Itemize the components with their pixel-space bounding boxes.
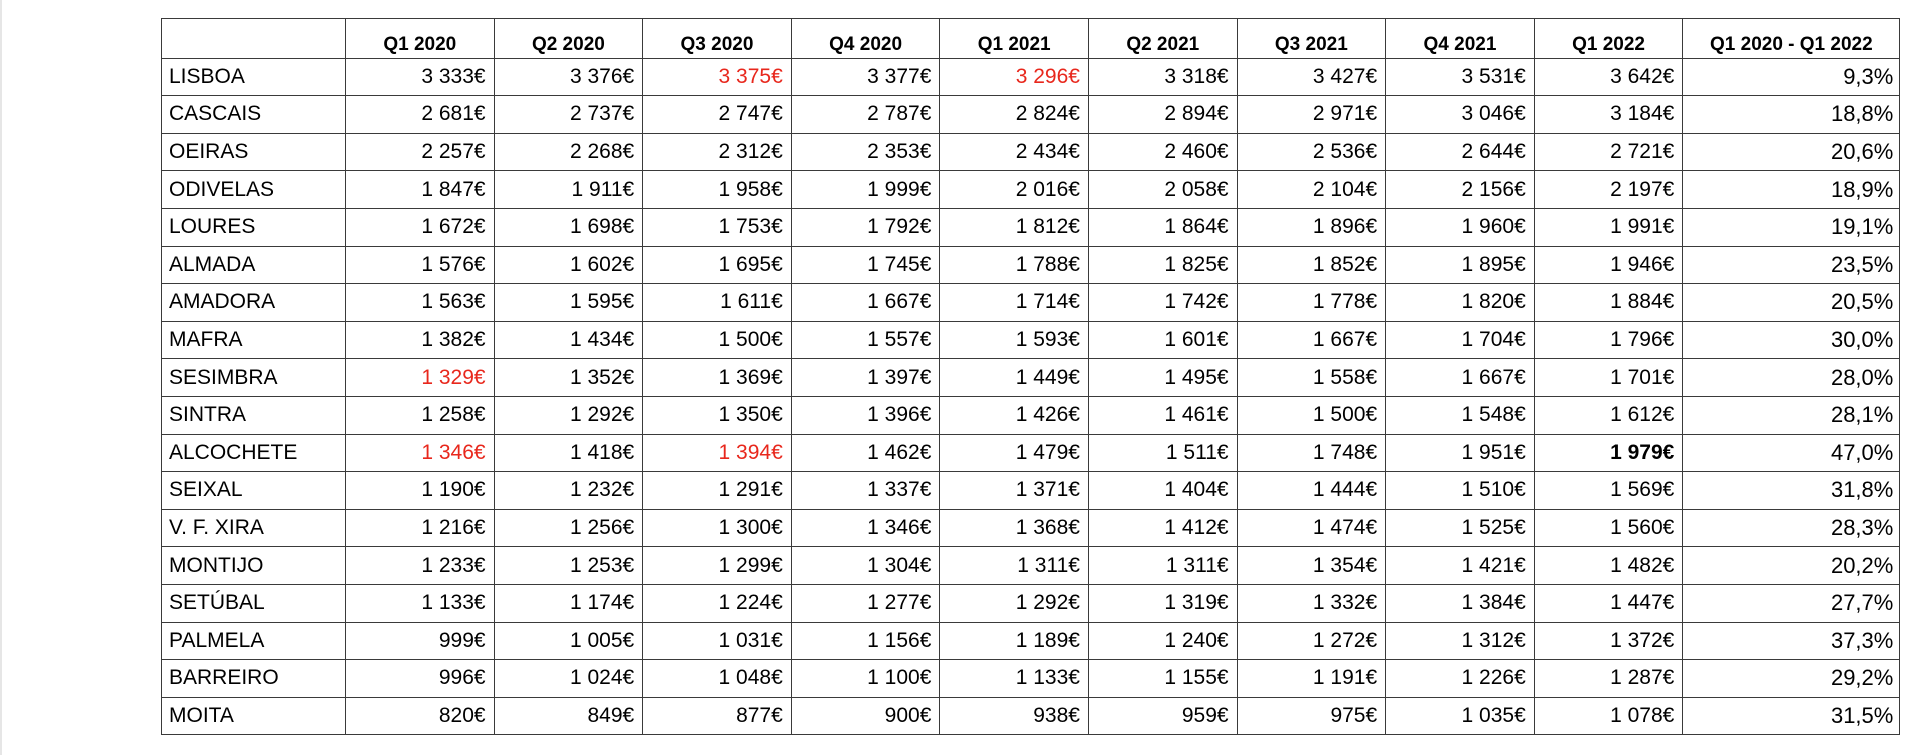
price-cell: 2 197€ (1534, 171, 1683, 209)
price-cell: 1 191€ (1237, 660, 1386, 698)
price-cell: 1 461€ (1088, 396, 1237, 434)
table-row (162, 246, 1900, 284)
change-percent-cell: 28,0% (1683, 359, 1900, 397)
column-header: Q1 2021 (940, 19, 1089, 59)
price-cell: 2 353€ (791, 133, 940, 171)
price-cell: 1 412€ (1088, 509, 1237, 547)
price-cell: 3 376€ (494, 58, 643, 96)
price-cell: 2 971€ (1237, 96, 1386, 134)
price-cell: 1 035€ (1386, 697, 1535, 735)
price-cell: 1 847€ (346, 171, 495, 209)
table-row (162, 359, 1900, 397)
price-cell: 1 474€ (1237, 509, 1386, 547)
price-cell: 1 576€ (346, 246, 495, 284)
price-cell: 1 382€ (346, 321, 495, 359)
price-cell: 1 510€ (1386, 472, 1535, 510)
table-row (162, 284, 1900, 322)
price-cell: 1 272€ (1237, 622, 1386, 660)
price-cell: 1 354€ (1237, 547, 1386, 585)
price-cell: 1 601€ (1088, 321, 1237, 359)
table-row (162, 660, 1900, 698)
price-cell: 1 396€ (791, 396, 940, 434)
price-cell: 3 427€ (1237, 58, 1386, 96)
price-cell: 1 189€ (940, 622, 1089, 660)
price-cell: 1 253€ (494, 547, 643, 585)
price-cell: 1 372€ (1534, 622, 1683, 660)
column-header: Q1 2020 (346, 19, 495, 59)
column-header: Q4 2021 (1386, 19, 1535, 59)
municipality-name: ODIVELAS (162, 171, 346, 209)
price-cell: 1 216€ (346, 509, 495, 547)
price-cell: 1 951€ (1386, 434, 1535, 472)
price-cell: 1 667€ (791, 284, 940, 322)
price-cell: 1 511€ (1088, 434, 1237, 472)
price-cell: 1 418€ (494, 434, 643, 472)
price-cell: 1 404€ (1088, 472, 1237, 510)
price-cell: 959€ (1088, 697, 1237, 735)
change-percent-cell: 28,3% (1683, 509, 1900, 547)
price-cell: 1 005€ (494, 622, 643, 660)
municipality-name: SESIMBRA (162, 359, 346, 397)
price-cell: 1 287€ (1534, 660, 1683, 698)
price-cell: 2 434€ (940, 133, 1089, 171)
municipality-name: CASCAIS (162, 96, 346, 134)
table-row (162, 171, 1900, 209)
price-cell: 1 563€ (346, 284, 495, 322)
price-cell: 1 742€ (1088, 284, 1237, 322)
price-cell: 1 884€ (1534, 284, 1683, 322)
price-cell: 1 226€ (1386, 660, 1535, 698)
price-cell: 1 371€ (940, 472, 1089, 510)
price-cell: 1 426€ (940, 396, 1089, 434)
municipality-name: OEIRAS (162, 133, 346, 171)
price-cell: 1 864€ (1088, 208, 1237, 246)
price-cell: 1 368€ (940, 509, 1089, 547)
change-percent-cell: 31,5% (1683, 697, 1900, 735)
price-cell: 1 548€ (1386, 396, 1535, 434)
page-edge (0, 0, 2, 755)
price-cell: 1 495€ (1088, 359, 1237, 397)
price-cell: 1 449€ (940, 359, 1089, 397)
price-cell: 1 352€ (494, 359, 643, 397)
price-cell: 1 667€ (1237, 321, 1386, 359)
price-cell: 1 329€ (346, 359, 495, 397)
price-cell: 1 256€ (494, 509, 643, 547)
price-cell: 1 895€ (1386, 246, 1535, 284)
price-cell: 1 292€ (494, 396, 643, 434)
price-cell: 1 233€ (346, 547, 495, 585)
table-row (162, 96, 1900, 134)
change-percent-cell: 18,8% (1683, 96, 1900, 134)
municipality-name: ALCOCHETE (162, 434, 346, 472)
price-cell: 1 698€ (494, 208, 643, 246)
price-cell: 1 595€ (494, 284, 643, 322)
price-cell: 3 318€ (1088, 58, 1237, 96)
municipality-name: LOURES (162, 208, 346, 246)
price-cell: 2 312€ (643, 133, 792, 171)
price-cell: 1 482€ (1534, 547, 1683, 585)
price-cell: 3 377€ (791, 58, 940, 96)
municipality-name: MAFRA (162, 321, 346, 359)
price-cell: 1 852€ (1237, 246, 1386, 284)
municipality-name: MOITA (162, 697, 346, 735)
price-cell: 1 100€ (791, 660, 940, 698)
price-cell: 2 104€ (1237, 171, 1386, 209)
price-cell: 1 346€ (346, 434, 495, 472)
price-cell: 1 602€ (494, 246, 643, 284)
price-cell: 1 778€ (1237, 284, 1386, 322)
table-row (162, 584, 1900, 622)
price-cell: 2 787€ (791, 96, 940, 134)
table-row (162, 697, 1900, 735)
change-percent-cell: 47,0% (1683, 434, 1900, 472)
column-header: Q1 2022 (1534, 19, 1683, 59)
price-cell: 1 911€ (494, 171, 643, 209)
municipality-name: V. F. XIRA (162, 509, 346, 547)
price-cell: 1 277€ (791, 584, 940, 622)
price-cell: 1 753€ (643, 208, 792, 246)
price-cell: 1 825€ (1088, 246, 1237, 284)
price-cell: 1 557€ (791, 321, 940, 359)
price-cell: 1 319€ (1088, 584, 1237, 622)
price-cell: 1 240€ (1088, 622, 1237, 660)
price-cell: 1 397€ (791, 359, 940, 397)
price-cell: 820€ (346, 697, 495, 735)
price-cell: 1 133€ (940, 660, 1089, 698)
price-cell: 1 311€ (940, 547, 1089, 585)
change-percent-cell: 29,2% (1683, 660, 1900, 698)
price-cell: 2 824€ (940, 96, 1089, 134)
price-cell: 938€ (940, 697, 1089, 735)
price-cell: 1 714€ (940, 284, 1089, 322)
price-cell: 1 311€ (1088, 547, 1237, 585)
municipality-name: ALMADA (162, 246, 346, 284)
price-table (161, 18, 1900, 735)
price-cell: 1 695€ (643, 246, 792, 284)
price-cell: 3 531€ (1386, 58, 1535, 96)
municipality-name: MONTIJO (162, 547, 346, 585)
price-cell: 2 460€ (1088, 133, 1237, 171)
table-body (162, 58, 1900, 735)
column-header: Q2 2021 (1088, 19, 1237, 59)
price-cell: 1 704€ (1386, 321, 1535, 359)
price-cell: 1 500€ (1237, 396, 1386, 434)
price-cell: 1 792€ (791, 208, 940, 246)
header-corner-cell (162, 19, 346, 59)
price-cell: 1 224€ (643, 584, 792, 622)
municipality-name: SETÚBAL (162, 584, 346, 622)
price-cell: 1 611€ (643, 284, 792, 322)
price-cell: 1 299€ (643, 547, 792, 585)
table-row (162, 622, 1900, 660)
price-cell: 1 701€ (1534, 359, 1683, 397)
price-cell: 3 333€ (346, 58, 495, 96)
price-cell: 1 350€ (643, 396, 792, 434)
change-percent-cell: 20,6% (1683, 133, 1900, 171)
price-cell: 1 024€ (494, 660, 643, 698)
price-cell: 1 078€ (1534, 697, 1683, 735)
price-cell: 1 525€ (1386, 509, 1535, 547)
price-cell: 1 031€ (643, 622, 792, 660)
price-cell: 1 999€ (791, 171, 940, 209)
change-percent-cell: 31,8% (1683, 472, 1900, 510)
change-percent-cell: 37,3% (1683, 622, 1900, 660)
price-cell: 1 462€ (791, 434, 940, 472)
price-cell: 2 058€ (1088, 171, 1237, 209)
table-row (162, 208, 1900, 246)
price-cell: 2 536€ (1237, 133, 1386, 171)
price-cell: 1 479€ (940, 434, 1089, 472)
price-cell: 1 156€ (791, 622, 940, 660)
price-cell: 1 291€ (643, 472, 792, 510)
table-row (162, 472, 1900, 510)
price-cell: 1 958€ (643, 171, 792, 209)
municipality-name: LISBOA (162, 58, 346, 96)
price-cell: 1 304€ (791, 547, 940, 585)
table-row (162, 396, 1900, 434)
price-cell: 1 369€ (643, 359, 792, 397)
price-cell: 900€ (791, 697, 940, 735)
price-cell: 1 155€ (1088, 660, 1237, 698)
price-cell: 1 300€ (643, 509, 792, 547)
price-cell: 1 447€ (1534, 584, 1683, 622)
column-header: Q3 2021 (1237, 19, 1386, 59)
price-cell: 1 048€ (643, 660, 792, 698)
price-cell: 1 558€ (1237, 359, 1386, 397)
price-cell: 2 257€ (346, 133, 495, 171)
price-cell: 2 268€ (494, 133, 643, 171)
price-cell: 1 593€ (940, 321, 1089, 359)
price-cell: 849€ (494, 697, 643, 735)
change-percent-cell: 19,1% (1683, 208, 1900, 246)
change-percent-cell: 18,9% (1683, 171, 1900, 209)
price-cell: 996€ (346, 660, 495, 698)
price-cell: 1 672€ (346, 208, 495, 246)
municipality-name: PALMELA (162, 622, 346, 660)
municipality-name: AMADORA (162, 284, 346, 322)
price-cell: 3 296€ (940, 58, 1089, 96)
price-cell: 1 384€ (1386, 584, 1535, 622)
table-header-row (162, 19, 1900, 59)
price-cell: 1 991€ (1534, 208, 1683, 246)
price-cell: 1 232€ (494, 472, 643, 510)
price-cell: 2 644€ (1386, 133, 1535, 171)
price-cell: 999€ (346, 622, 495, 660)
table-row (162, 133, 1900, 171)
price-cell: 2 016€ (940, 171, 1089, 209)
price-cell: 2 156€ (1386, 171, 1535, 209)
change-percent-cell: 27,7% (1683, 584, 1900, 622)
column-header: Q4 2020 (791, 19, 940, 59)
price-cell: 1 667€ (1386, 359, 1535, 397)
price-cell: 1 960€ (1386, 208, 1535, 246)
municipality-name: SINTRA (162, 396, 346, 434)
price-cell: 975€ (1237, 697, 1386, 735)
price-cell: 3 375€ (643, 58, 792, 96)
price-cell: 2 681€ (346, 96, 495, 134)
table-row (162, 509, 1900, 547)
table-row (162, 434, 1900, 472)
price-cell: 1 748€ (1237, 434, 1386, 472)
price-cell: 1 788€ (940, 246, 1089, 284)
column-header: Q2 2020 (494, 19, 643, 59)
price-cell: 1 394€ (643, 434, 792, 472)
price-cell: 1 337€ (791, 472, 940, 510)
price-cell: 1 346€ (791, 509, 940, 547)
price-cell: 1 133€ (346, 584, 495, 622)
municipality-name: BARREIRO (162, 660, 346, 698)
price-cell: 1 745€ (791, 246, 940, 284)
price-cell: 877€ (643, 697, 792, 735)
price-cell: 1 560€ (1534, 509, 1683, 547)
price-cell: 1 444€ (1237, 472, 1386, 510)
price-cell: 1 820€ (1386, 284, 1535, 322)
table-row (162, 547, 1900, 585)
price-cell: 1 421€ (1386, 547, 1535, 585)
change-percent-cell: 20,2% (1683, 547, 1900, 585)
price-cell: 2 737€ (494, 96, 643, 134)
price-cell: 1 258€ (346, 396, 495, 434)
price-cell: 2 894€ (1088, 96, 1237, 134)
table-row (162, 58, 1900, 96)
price-cell: 1 979€ (1534, 434, 1683, 472)
price-cell: 1 500€ (643, 321, 792, 359)
price-cell: 1 612€ (1534, 396, 1683, 434)
price-cell: 3 184€ (1534, 96, 1683, 134)
change-percent-cell: 9,3% (1683, 58, 1900, 96)
price-cell: 1 812€ (940, 208, 1089, 246)
change-percent-cell: 30,0% (1683, 321, 1900, 359)
price-cell: 1 174€ (494, 584, 643, 622)
price-cell: 1 796€ (1534, 321, 1683, 359)
price-cell: 1 569€ (1534, 472, 1683, 510)
price-cell: 1 332€ (1237, 584, 1386, 622)
column-header: Q3 2020 (643, 19, 792, 59)
price-cell: 1 190€ (346, 472, 495, 510)
change-percent-cell: 20,5% (1683, 284, 1900, 322)
price-cell: 3 642€ (1534, 58, 1683, 96)
price-cell: 1 896€ (1237, 208, 1386, 246)
municipality-name: SEIXAL (162, 472, 346, 510)
price-cell: 2 747€ (643, 96, 792, 134)
column-header-change: Q1 2020 - Q1 2022 (1683, 19, 1900, 59)
table-row (162, 321, 1900, 359)
price-cell: 2 721€ (1534, 133, 1683, 171)
change-percent-cell: 23,5% (1683, 246, 1900, 284)
price-cell: 1 312€ (1386, 622, 1535, 660)
price-cell: 1 946€ (1534, 246, 1683, 284)
price-cell: 3 046€ (1386, 96, 1535, 134)
price-cell: 1 292€ (940, 584, 1089, 622)
price-cell: 1 434€ (494, 321, 643, 359)
change-percent-cell: 28,1% (1683, 396, 1900, 434)
